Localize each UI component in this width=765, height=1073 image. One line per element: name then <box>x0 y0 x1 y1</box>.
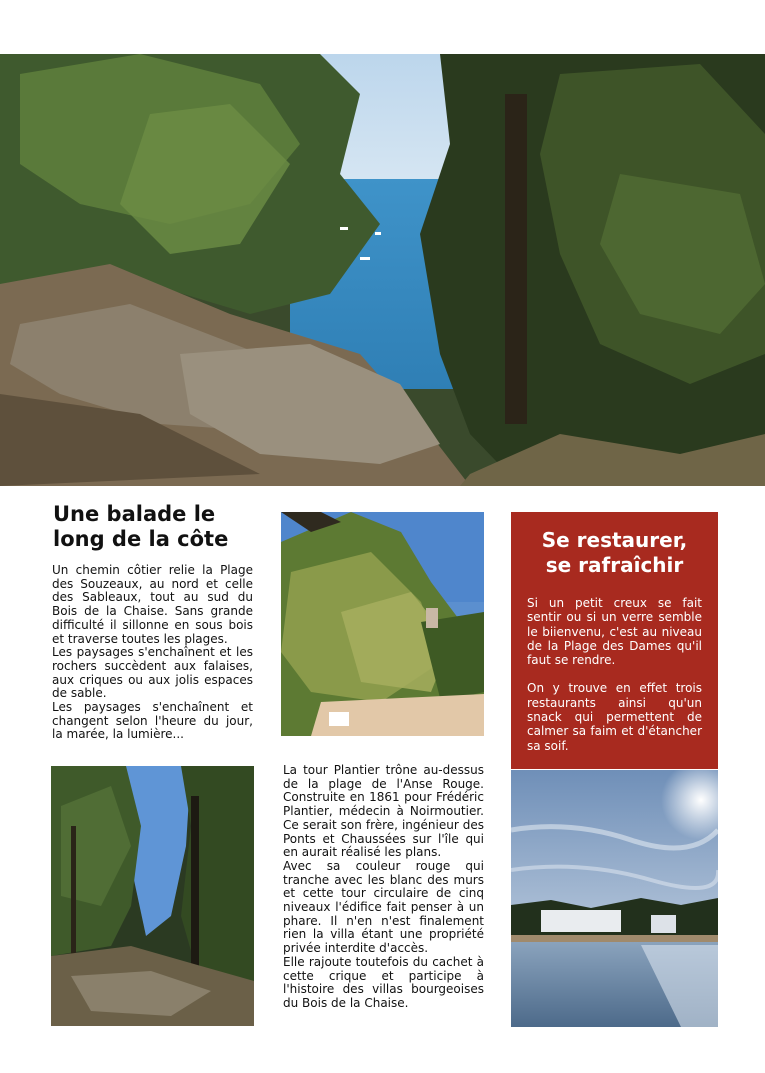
woodland-photo <box>51 766 254 1026</box>
tour-paragraph: La tour Plantier trône au-dessus de la plage de l'Anse Rouge. Construite en 1861 pour Frédéric Plantier, médecin à Noirmoutier. Ce serait son frère, ingénieur des Ponts et Chaussées sur l'île qui en aurait réalisé les plans. <box>283 763 484 860</box>
article-paragraph: Un chemin côtier relie la Plage des Souzeaux, au nord et celle des Sableaux, tout au sud du Bois de la Chaise. Sans grande difficulté il sillonne en sous bois et traverse toutes les plages. <box>52 563 253 646</box>
article-paragraph: Les paysages s'enchaînent et les rochers succèdent aux falaises, aux criques ou aux jolis espaces de sable. <box>52 645 253 701</box>
tree-photo <box>281 512 484 736</box>
tree-beach-image <box>281 512 484 736</box>
beach-sea-image <box>511 770 718 1027</box>
restaurant-paragraph: On y trouve en effet trois restaurants ainsi qu'un snack qui permettent de calmer sa faim et d'étancher sa soif. <box>527 681 702 753</box>
article-text <box>52 564 253 742</box>
sea-photo <box>511 770 718 1027</box>
coastal-path-image <box>0 54 765 486</box>
article-title: Une balade le long de la côte <box>53 502 229 551</box>
tour-text <box>283 764 484 1011</box>
restaurant-paragraph: Si un petit creux se fait sentir ou si un verre semble le biienvenu, c'est au niveau de la Plage des Dames qu'il faut se rendre. <box>527 596 702 668</box>
tour-paragraph: Avec sa couleur rouge qui tranche avec les blanc des murs et cette tour circulaire de cinq niveaux l'édifice fait penser à un phare. Il n'en n'est finalement rien la villa étant une propriété privée interdite d'accès. <box>283 858 484 956</box>
restaurant-box <box>511 512 718 769</box>
article-paragraph: Les paysages s'enchaînent et changent selon l'heure du jour, la marée, la lumière... <box>52 700 253 742</box>
woodland-path-image <box>51 766 254 1026</box>
hero-photo <box>0 54 765 486</box>
tour-paragraph: Elle rajoute toutefois du cachet à cette crique et participe à l'histoire des villas bourgeoises du Bois de la Chaise. <box>283 954 484 1010</box>
restaurant-title: Se restaurer, se rafraîchir <box>541 528 688 577</box>
